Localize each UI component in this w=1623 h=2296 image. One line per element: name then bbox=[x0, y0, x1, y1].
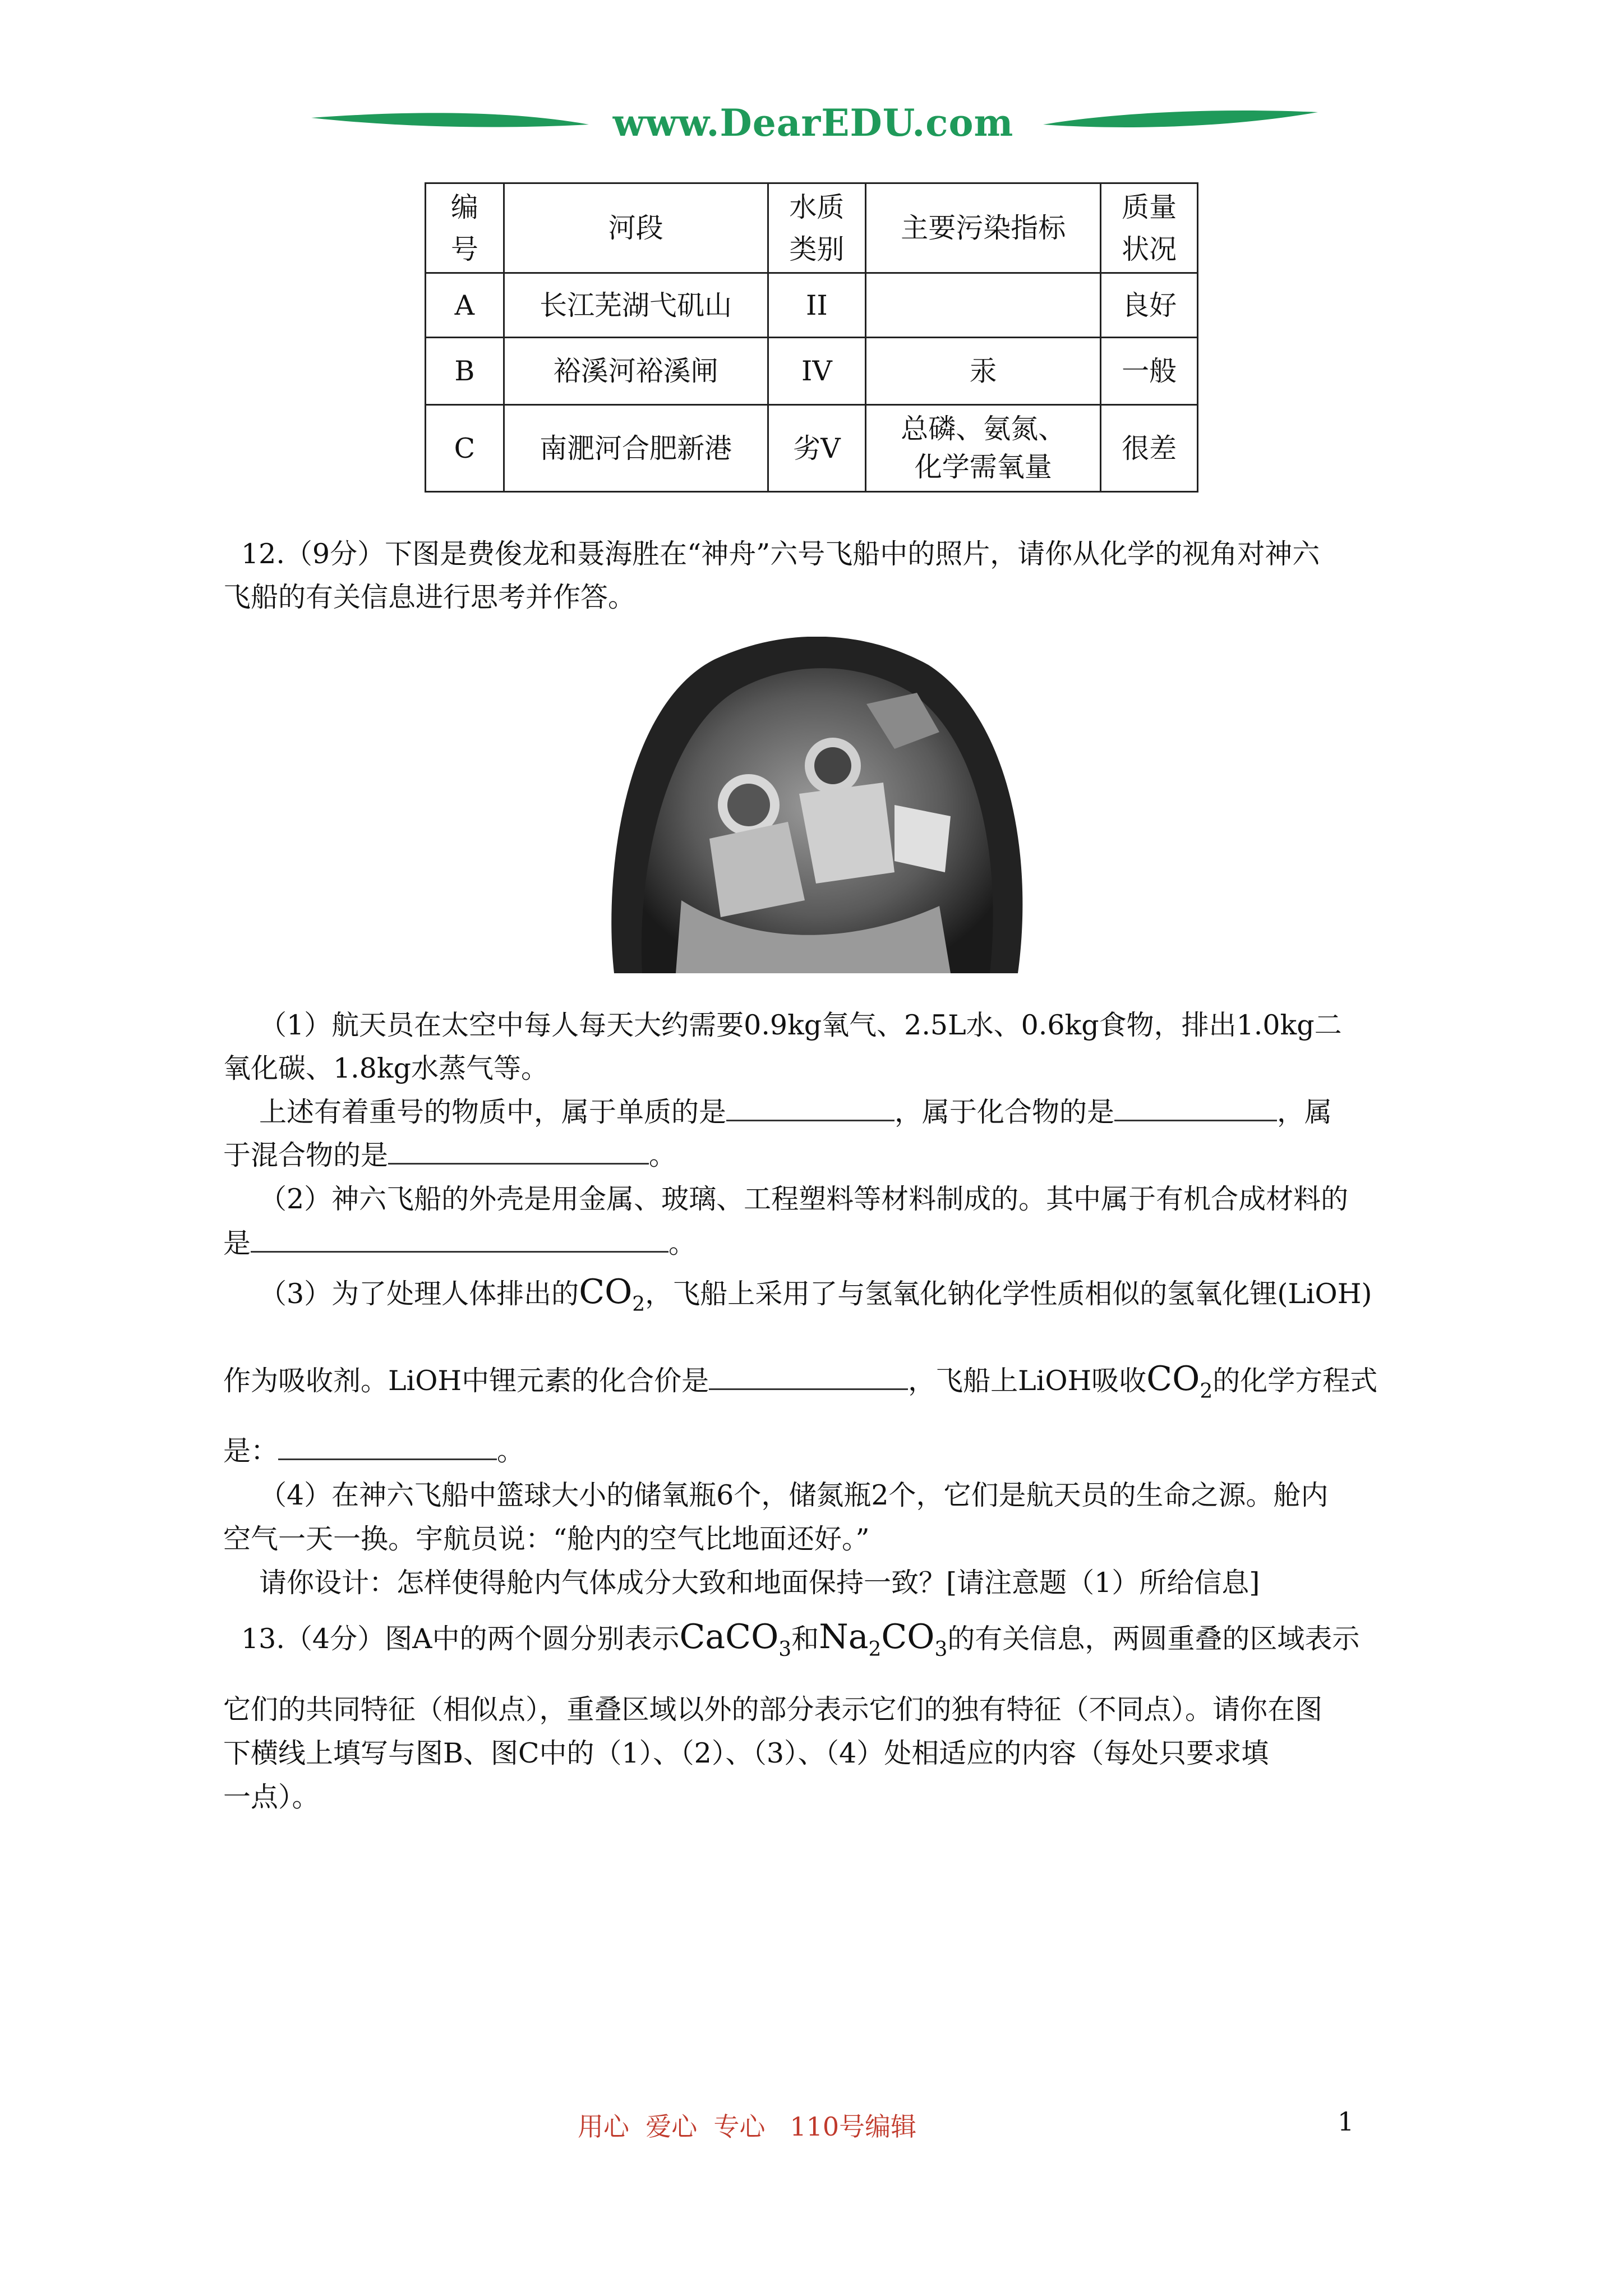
table-cell: 裕溪河裕溪闸 bbox=[504, 338, 768, 405]
table-cell: C bbox=[426, 405, 504, 492]
header-cell: 主要污染指标 bbox=[866, 183, 1101, 273]
page-number: 1 bbox=[1338, 2106, 1354, 2137]
answer-blank-valence[interactable] bbox=[709, 1359, 908, 1390]
table-row bbox=[426, 405, 1198, 492]
q12-part3-line1: （3）为了处理人体排出的$CO_2$，飞船上采用了与氢氧化钠化学性质相似的氢氧化锂(LiOH) bbox=[259, 1272, 1372, 1316]
q12-part1-line1: （1）航天员在太空中每人每天大约需要0.9kg氧气、2.5L水、0.6kg食物，排出1.0kg二 bbox=[259, 1009, 1342, 1041]
caco3-formula: CaCO$_3$ bbox=[679, 1617, 792, 1661]
table-cell: 劣V bbox=[768, 405, 866, 492]
q12-part3-line3: 是： 。 bbox=[223, 1429, 524, 1473]
answer-blank-mixture[interactable] bbox=[388, 1134, 649, 1165]
table-cell: II bbox=[768, 273, 866, 338]
site-logo-text[interactable]: www.DearEDU.com bbox=[612, 101, 1014, 145]
header-cell: 水质 类别 bbox=[768, 183, 866, 273]
q12-part1-question-cont: 于混合物的是 。 bbox=[223, 1134, 676, 1177]
q13-line3: 下横线上填写与图B、图C中的（1）、（2）、（3）、（4）处相适应的内容（每处只要求填 bbox=[223, 1737, 1269, 1769]
table-header-row bbox=[426, 183, 1198, 273]
q12-part1-question: 上述有着重号的物质中，属于单质的是 ，属于化合物的是 ，属 bbox=[259, 1091, 1332, 1134]
answer-blank-organic-material[interactable] bbox=[251, 1222, 668, 1253]
q12-intro-line1: 12.（9分）下图是费俊龙和聂海胜在“神舟”六号飞船中的照片，请你从化学的视角对神六 bbox=[241, 538, 1320, 570]
q13-line1: 13.（4分）图A中的两个圆分别表示CaCO$_3$和$Na_2CO_3$的有关信息，两圆重叠的区域表示 bbox=[241, 1617, 1360, 1661]
q12-part1-line2: 氧化碳、1.8kg水蒸气等。 bbox=[223, 1052, 548, 1084]
q12-part4-line3: 请你设计：怎样使得舱内气体成分大致和地面保持一致？[请注意题（1）所给信息] bbox=[259, 1567, 1260, 1599]
na2co3-formula: $Na_2CO_3$ bbox=[819, 1617, 948, 1661]
header-cell: 河段 bbox=[504, 183, 768, 273]
answer-blank-compound[interactable] bbox=[1114, 1091, 1277, 1121]
q13-line4: 一点）。 bbox=[223, 1781, 320, 1813]
table-cell: IV bbox=[768, 338, 866, 405]
table-cell: 南淝河合肥新港 bbox=[504, 405, 768, 492]
table-cell: 良好 bbox=[1101, 273, 1198, 338]
astronaut-photo bbox=[603, 637, 1029, 973]
q12-intro-line2: 飞船的有关信息进行思考并作答。 bbox=[223, 581, 636, 613]
header-cell: 质量 状况 bbox=[1101, 183, 1198, 273]
table-cell: B bbox=[426, 338, 504, 405]
table-cell: A bbox=[426, 273, 504, 338]
q12-part2-line2: 是 。 bbox=[223, 1222, 696, 1265]
footer-credit: 用心 爱心 专心 110号编辑 bbox=[578, 2111, 917, 2142]
table-cell: 一般 bbox=[1101, 338, 1198, 405]
table-row bbox=[426, 273, 1198, 338]
table-cell: 很差 bbox=[1101, 405, 1198, 492]
table-cell bbox=[866, 273, 1101, 338]
table-cell: 总磷、氨氮、 化学需氧量 bbox=[866, 405, 1101, 492]
q12-part2-line1: （2）神六飞船的外壳是用金属、玻璃、工程塑料等材料制成的。其中属于有机合成材料的 bbox=[259, 1183, 1349, 1215]
water-quality-table bbox=[425, 182, 1198, 493]
header-cell: 编 号 bbox=[426, 183, 504, 273]
table-row bbox=[426, 338, 1198, 405]
co2-formula: $CO_2$ bbox=[1146, 1359, 1213, 1403]
co2-formula: $CO_2$ bbox=[579, 1272, 645, 1316]
table-cell: 长江芜湖弋矶山 bbox=[504, 273, 768, 338]
table-cell: 汞 bbox=[866, 338, 1101, 405]
answer-blank-equation[interactable] bbox=[278, 1429, 497, 1460]
q12-part4-line2: 空气一天一换。宇航员说：“舱内的空气比地面还好。” bbox=[223, 1523, 870, 1555]
answer-blank-element[interactable] bbox=[726, 1091, 895, 1121]
q13-line2: 它们的共同特征（相似点），重叠区域以外的部分表示它们的独有特征（不同点）。请你在图 bbox=[223, 1694, 1323, 1726]
q12-part4-line1: （4）在神六飞船中篮球大小的储氧瓶6个，储氮瓶2个，它们是航天员的生命之源。舱内 bbox=[259, 1479, 1329, 1511]
q12-part3-line2: 作为吸收剂。LiOH中锂元素的化合价是 ，飞船上LiOH吸收$CO_2$的化学方程式 bbox=[223, 1359, 1378, 1403]
